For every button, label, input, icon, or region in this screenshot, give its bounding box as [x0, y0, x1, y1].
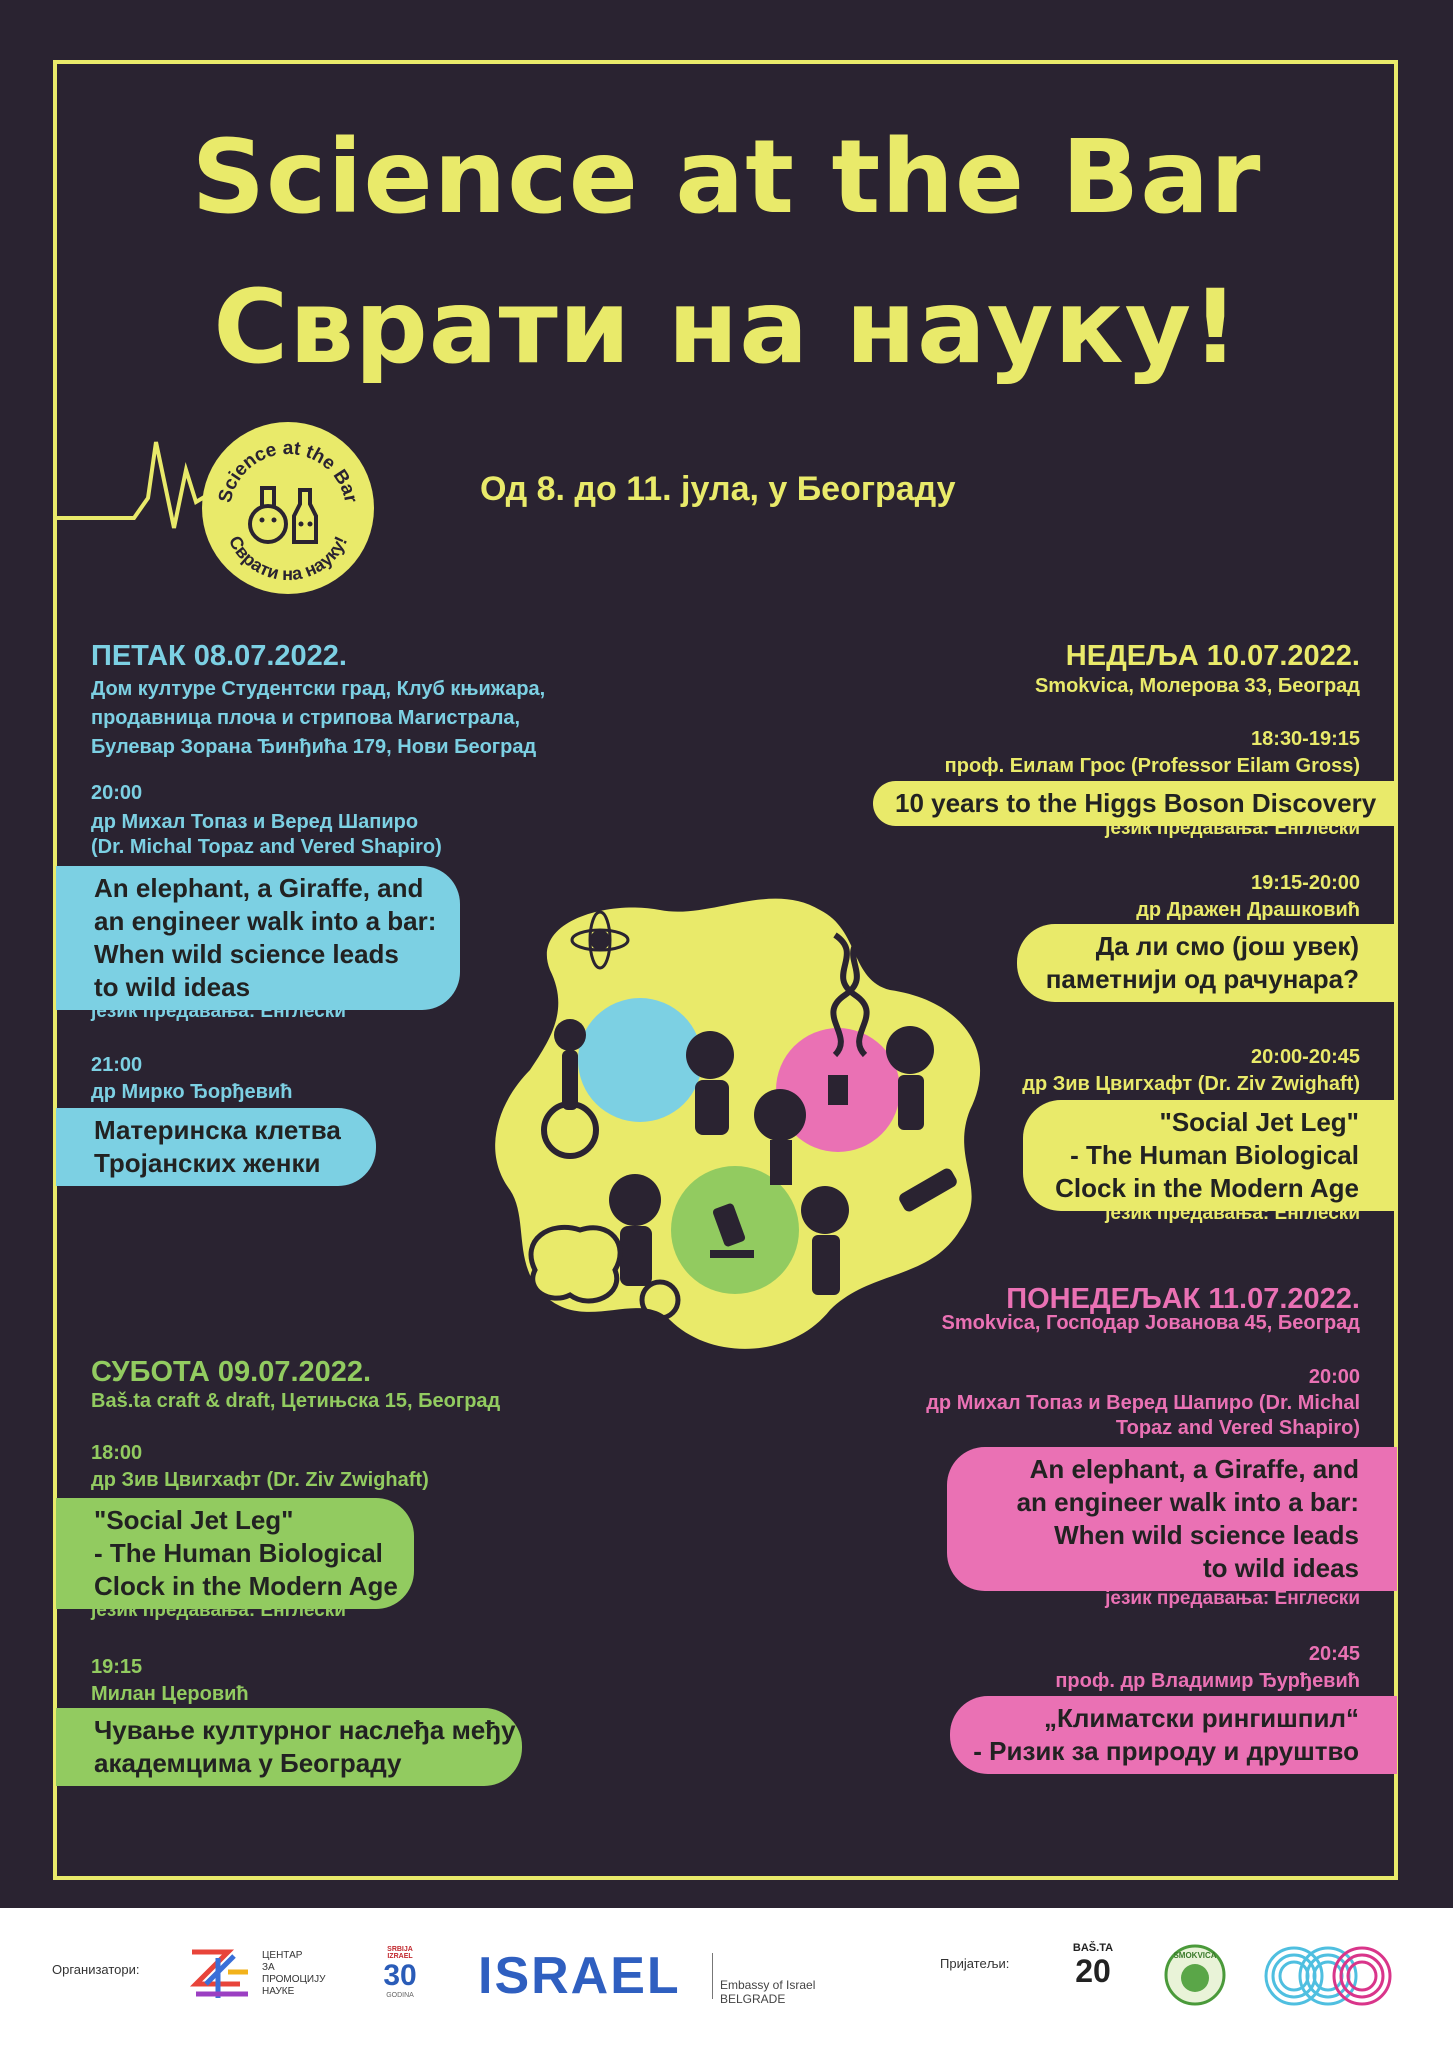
friends-label: Пријатељи:	[940, 1956, 1010, 1971]
monday-talk1-title	[947, 1447, 1397, 1591]
speaker-line: проф. Еилам Грос (Professor Eilam Gross)	[944, 755, 1360, 777]
sunday-talk3-speaker	[1022, 1072, 1360, 1097]
speaker-line: Topaz and Vered Shapiro)	[1115, 1417, 1360, 1439]
sunday-talk3-time: 20:00-20:45	[1251, 1046, 1360, 1068]
sunday-talk2-time: 19:15-20:00	[1251, 872, 1360, 894]
title-line: "Social Jet Leg"	[1159, 1107, 1359, 1137]
basta-20-logo	[1060, 1942, 1126, 1988]
title-line: Да ли смо (још увек)	[1095, 931, 1359, 961]
friday-talk1-language: језик предавања: Енглески	[91, 1001, 346, 1022]
cpn-logo	[188, 1948, 254, 2002]
organizers-label: Организатори:	[52, 1962, 140, 1977]
title-english: Science at the Bar	[191, 118, 1262, 237]
sunday-venue-line: Smokvica, Молерова 33, Београд	[1034, 675, 1360, 697]
srbija-izrael-30-logo	[374, 1946, 426, 1999]
title-line: - The Human Biological	[1070, 1140, 1359, 1170]
saturday-talk1-title	[56, 1498, 414, 1609]
saturday-venue-line: Baš.ta craft & draft, Цетињска 15, Београд	[91, 1390, 501, 1412]
sunday-venue	[1035, 672, 1360, 701]
title-line: An elephant, a Giraffe, and	[1029, 1454, 1359, 1484]
israel-wordmark: ISRAEL	[478, 1947, 681, 2005]
title-line: to wild ideas	[1202, 1553, 1359, 1583]
saturday-talk1-language: језик предавања: Енглески	[91, 1600, 346, 1621]
speaker-line: (Dr. Michal Topaz and Vered Shapiro)	[91, 836, 442, 858]
sunday-day-heading: НЕДЕЉА 10.07.2022.	[1065, 640, 1360, 672]
saturday-venue	[91, 1387, 500, 1416]
embassy-line: BELGRADE	[720, 1992, 786, 2006]
speaker-line: др Дражен Драшковић	[1136, 899, 1360, 921]
smokvica-logo-text: SMOKVICA	[1173, 1951, 1217, 1960]
title-line: an engineer walk into a bar:	[1016, 1487, 1359, 1517]
monday-talk1-speaker	[926, 1391, 1360, 1441]
title-line: 10 years to the Higgs Boson Discovery	[895, 788, 1377, 818]
basta-logo-number: 20	[1075, 1953, 1111, 1989]
title-line: "Social Jet Leg"	[94, 1505, 294, 1535]
friday-talk2-title	[56, 1108, 376, 1186]
speaker-line: проф. др Владимир Ђурђевић	[1055, 1670, 1360, 1692]
srbija-izrael-bottom: GODINA	[386, 1992, 414, 1999]
sunday-talk1-time: 18:30-19:15	[1251, 728, 1360, 750]
saturday-day-heading: СУБОТА 09.07.2022.	[91, 1356, 372, 1388]
circles-logo	[1262, 1944, 1392, 2008]
srbija-izrael-top: SRBIJA IZRAEL	[387, 1946, 413, 1960]
friday-venue-line: Булевар Зорана Ђинђића 179, Нови Београд	[91, 736, 537, 758]
sunday-talk3-title	[1023, 1100, 1397, 1211]
title-line: „Климатски рингишпил“	[1043, 1703, 1359, 1733]
title-line: Clock in the Modern Age	[1055, 1173, 1359, 1203]
speaker-line: Милан Церовић	[91, 1683, 249, 1705]
title-line: an engineer walk into a bar:	[94, 906, 437, 936]
saturday-talk2-title	[56, 1708, 522, 1786]
friday-venue-line: Дом културе Студентски град, Клуб књижара,	[91, 678, 546, 700]
sunday-talk2-speaker	[1136, 898, 1360, 923]
embassy-emblem-icon	[712, 1953, 713, 1999]
speaker-line: др Зив Цвигхафт (Dr. Ziv Zwighaft)	[91, 1469, 429, 1491]
monday-day-heading: ПОНЕДЕЉАК 11.07.2022.	[1006, 1283, 1360, 1315]
title-line: Чување културног наслеђа међу	[94, 1715, 516, 1745]
monday-venue-line: Smokvica, Господар Јованова 45, Београд	[941, 1312, 1360, 1334]
saturday-talk2-time: 19:15	[91, 1656, 143, 1678]
sunday-talk2-title	[1017, 924, 1397, 1002]
srbija-izrael-number: 30	[383, 1959, 417, 1992]
title-line: Clock in the Modern Age	[94, 1571, 398, 1601]
sunday-talk3-language: језик предавања: Енглески	[1105, 1203, 1360, 1224]
monday-talk1-language: језик предавања: Енглески	[1105, 1588, 1360, 1609]
title-line: Тројанских женки	[94, 1148, 321, 1178]
sunday-talk1-speaker	[945, 754, 1360, 779]
science-illustration	[490, 890, 1000, 1390]
sunday-talk1-language: језик предавања: Енглески	[1105, 818, 1360, 839]
friday-talk1-speaker	[91, 810, 442, 860]
monday-talk2-title	[950, 1696, 1397, 1774]
saturday-talk1-speaker	[91, 1468, 429, 1493]
saturday-talk2-speaker	[91, 1682, 249, 1707]
cpn-logo-text	[262, 1950, 325, 1998]
event-dates: Од 8. до 11. јула, у Београду	[480, 470, 956, 508]
monday-venue	[942, 1309, 1361, 1338]
cpn-line: НАУКЕ	[262, 1986, 295, 1997]
badge-text-top: Science at the Bar	[214, 437, 362, 505]
title-line: When wild science leads	[94, 939, 399, 969]
title-line: Материнска клетва	[94, 1115, 341, 1145]
embassy-line: Embassy of Israel	[720, 1978, 816, 1992]
cpn-line: ЦЕНТАР	[262, 1950, 303, 1961]
friday-talk1-title	[56, 866, 460, 1010]
title-serbian: Сврати на науку!	[213, 268, 1240, 387]
friday-talk1-time: 20:00	[91, 782, 143, 804]
friday-day-heading: ПЕТАК 08.07.2022.	[91, 640, 347, 672]
title-line: - Ризик за природу и друштво	[973, 1736, 1359, 1766]
embassy-text	[720, 1978, 815, 2006]
speaker-line: др Михал Топаз и Веред Шапиро	[91, 811, 419, 833]
friday-venue-line: продавница плоча и стрипова Магистрала,	[91, 707, 521, 729]
friday-talk2-time: 21:00	[91, 1054, 143, 1076]
speaker-line: др Зив Цвигхафт (Dr. Ziv Zwighaft)	[1022, 1073, 1360, 1095]
basta-logo-top: BAŠ.TA	[1072, 1942, 1114, 1954]
cpn-line: ЗА	[262, 1962, 275, 1973]
speaker-line: др Михал Топаз и Веред Шапиро (Dr. Michal	[926, 1392, 1360, 1414]
monday-talk2-speaker	[1055, 1669, 1360, 1694]
cpn-line: ПРОМОЦИЈУ	[262, 1974, 326, 1985]
title-line: When wild science leads	[1054, 1520, 1359, 1550]
speaker-line: др Мирко Ђорђевић	[91, 1081, 293, 1103]
monday-talk1-time: 20:00	[1308, 1366, 1360, 1388]
saturday-talk1-time: 18:00	[91, 1442, 143, 1464]
event-badge-logo	[200, 420, 376, 596]
title-line: to wild ideas	[94, 972, 251, 1002]
badge-text-bottom: Сврати на науку!	[224, 532, 352, 585]
title-line: академцима у Београду	[94, 1748, 402, 1778]
friday-talk2-speaker	[91, 1080, 292, 1105]
title-line: An elephant, a Giraffe, and	[94, 873, 424, 903]
smokvica-logo	[1164, 1944, 1226, 2006]
monday-talk2-time: 20:45	[1308, 1643, 1360, 1665]
friday-venue	[91, 675, 545, 762]
title-line: - The Human Biological	[94, 1538, 383, 1568]
title-line: паметнији од рачунара?	[1045, 964, 1359, 994]
